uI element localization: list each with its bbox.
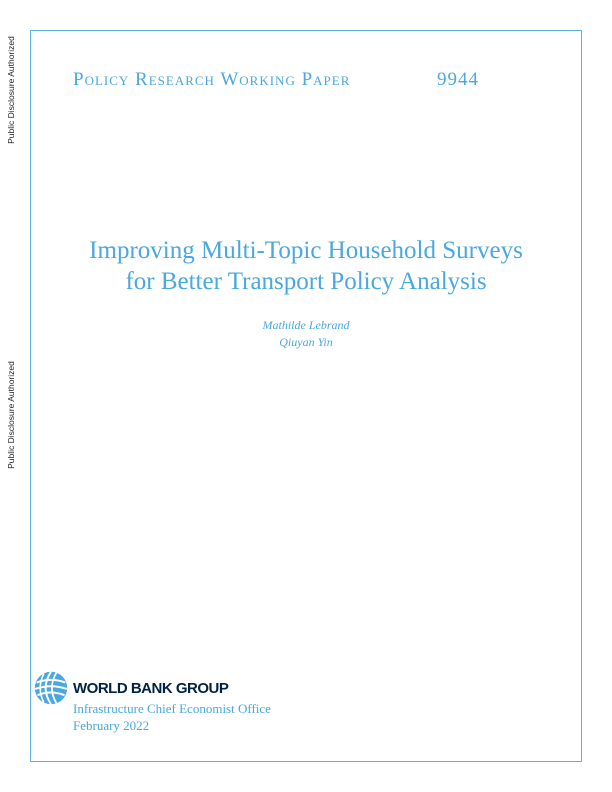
disclosure-label-bottom-text: Public Disclosure Authorized: [6, 361, 17, 469]
office-block: [73, 700, 271, 734]
disclosure-label-top-text: Public Disclosure Authorized: [6, 36, 17, 144]
disclosure-label-top: [2, 15, 20, 165]
paper-number: 9944: [437, 69, 479, 90]
world-bank-globe-icon: [33, 670, 69, 706]
series-title: Policy Research Working Paper: [73, 69, 351, 90]
author-name: Mathilde Lebrand: [262, 318, 350, 332]
paper-title-line-1: Improving Multi-Topic Household Surveys: [89, 237, 523, 264]
author-list: [30, 317, 582, 351]
paper-title-line-2: for Better Transport Policy Analysis: [125, 268, 487, 295]
paper-title: [30, 235, 582, 297]
publication-date: February 2022: [73, 718, 150, 733]
brand-wordmark: WORLD BANK GROUP: [73, 680, 229, 697]
author-name: Qiuyan Yin: [279, 335, 333, 349]
disclosure-label-bottom: [2, 340, 20, 490]
cover-frame: [30, 30, 582, 762]
office-name: Infrastructure Chief Economist Office: [73, 701, 271, 716]
